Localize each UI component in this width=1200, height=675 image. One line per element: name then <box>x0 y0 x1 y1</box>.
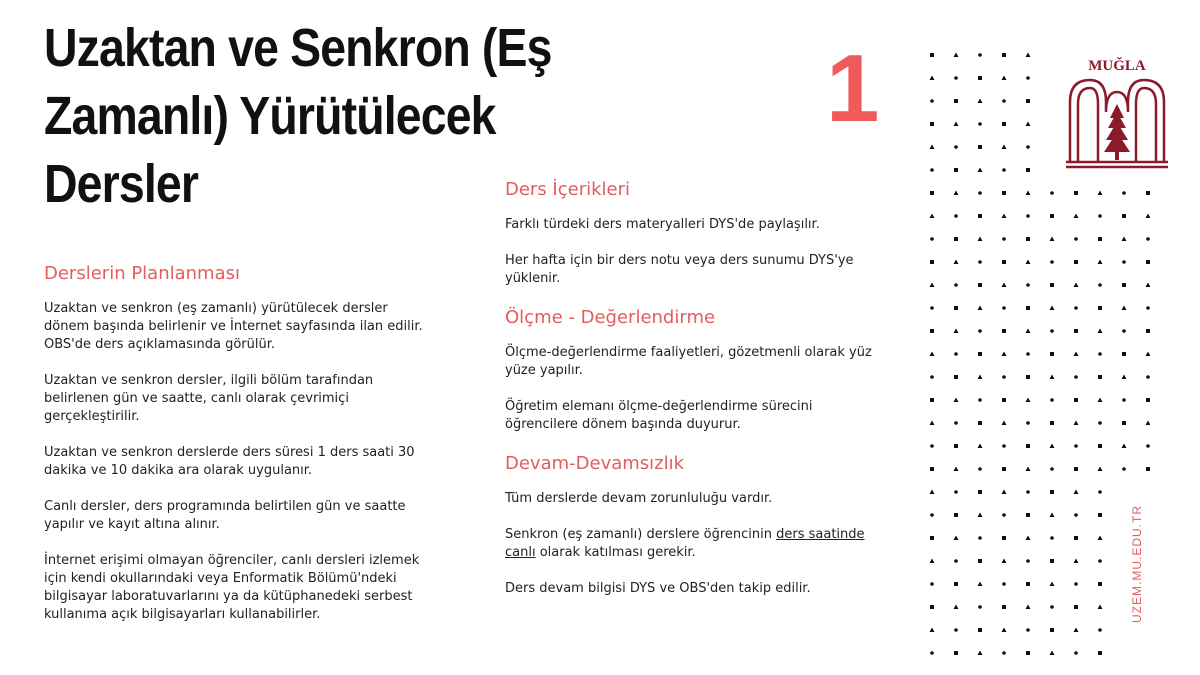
decorative-dot <box>1122 329 1126 333</box>
decorative-dot <box>1002 168 1006 172</box>
decorative-dot <box>978 651 983 656</box>
logo-tree-icon <box>1104 104 1130 160</box>
decorative-dot <box>978 53 982 57</box>
attendance-section <box>505 452 875 598</box>
decorative-dot <box>1002 99 1006 103</box>
decorative-dot <box>1074 306 1078 310</box>
planning-paragraph: Uzaktan ve senkron (eş zamanlı) yürütülecek dersler dönem başında belirlenir ve İnternet sayfasında ilan edilir. OBS'de ders açıklamasında görülür. <box>44 301 423 352</box>
decorative-dot <box>1098 490 1102 494</box>
decorative-dot <box>1098 214 1102 218</box>
decorative-dot <box>978 628 982 632</box>
decorative-dot <box>1098 191 1103 196</box>
decorative-dot <box>1074 536 1078 540</box>
decorative-dot <box>1050 605 1054 609</box>
decorative-dot <box>1050 214 1054 218</box>
decorative-dot <box>978 122 982 126</box>
decorative-dot <box>1026 582 1030 586</box>
decorative-dot <box>954 467 959 472</box>
decorative-dot <box>1146 398 1150 402</box>
decorative-dot <box>930 605 934 609</box>
decorative-dot <box>1002 237 1006 241</box>
decorative-dot <box>1122 421 1126 425</box>
decorative-dot <box>978 582 983 587</box>
decorative-dot <box>1026 237 1030 241</box>
decorative-dot <box>1002 536 1006 540</box>
decorative-dot <box>1002 398 1006 402</box>
decorative-dot <box>1026 421 1030 425</box>
decorative-dot <box>1074 651 1078 655</box>
decorative-dot <box>1026 628 1030 632</box>
decorative-dot <box>930 283 935 288</box>
decorative-dot <box>1026 513 1030 517</box>
decorative-dot <box>978 283 982 287</box>
decorative-dot <box>954 260 959 265</box>
decorative-dot <box>1002 467 1006 471</box>
decorative-dot <box>1002 559 1007 564</box>
decorative-dot <box>1146 421 1151 426</box>
decorative-dot <box>954 490 958 494</box>
decorative-dot <box>954 628 958 632</box>
decorative-dot <box>1098 605 1103 610</box>
decorative-dot <box>954 214 958 218</box>
attendance-underlined-text: ders saatinde canlı <box>505 527 865 560</box>
decorative-dot <box>1146 329 1150 333</box>
decorative-dot <box>1050 260 1054 264</box>
decorative-dot <box>978 490 982 494</box>
decorative-dot <box>1146 375 1150 379</box>
decorative-dot <box>1002 375 1006 379</box>
decorative-dot <box>1098 283 1102 287</box>
decorative-dot <box>978 191 982 195</box>
decorative-dot <box>1002 260 1006 264</box>
decorative-dot <box>1074 260 1078 264</box>
planning-paragraph: Uzaktan ve senkron dersler, ilgili bölüm tarafından belirlenen gün ve saatte, canlı olarak çevrimiçi gerçekleştirilir. <box>44 373 374 424</box>
decorative-dot <box>930 628 935 633</box>
decorative-dot <box>1026 398 1031 403</box>
decorative-dot <box>1002 145 1007 150</box>
decorative-dot <box>1026 352 1030 356</box>
decorative-dot <box>1026 605 1031 610</box>
decorative-dot <box>954 444 958 448</box>
decorative-dot <box>930 559 935 564</box>
decorative-dot <box>1050 306 1055 311</box>
decorative-dot <box>1074 214 1079 219</box>
decorative-dot <box>1098 352 1102 356</box>
decorative-dot <box>954 582 958 586</box>
decorative-dot <box>1122 306 1127 311</box>
decorative-dot <box>930 53 934 57</box>
decorative-dot <box>1026 651 1030 655</box>
decorative-dot <box>1026 99 1030 103</box>
planning-section <box>44 262 424 642</box>
decorative-dot <box>930 444 934 448</box>
page-title: Uzaktan ve Senkron (Eş Zamanlı) Yürütülecek Dersler <box>44 18 552 214</box>
decorative-dot <box>1002 329 1006 333</box>
decorative-dot <box>954 191 959 196</box>
decorative-dot <box>1050 398 1054 402</box>
decorative-dot <box>1122 352 1126 356</box>
decorative-dot <box>954 53 959 58</box>
decorative-dot <box>978 352 982 356</box>
assessment-heading: Ölçme - Değerlendirme <box>505 307 716 328</box>
decorative-dot <box>1074 628 1079 633</box>
decorative-dot <box>1026 329 1031 334</box>
decorative-dot <box>1122 375 1127 380</box>
decorative-dot <box>1098 513 1102 517</box>
decorative-dot <box>1146 260 1150 264</box>
decorative-dot <box>1050 352 1054 356</box>
decorative-dot <box>1098 421 1102 425</box>
decorative-dot <box>1074 191 1078 195</box>
decorative-dot <box>1074 559 1079 564</box>
decorative-dot <box>1122 444 1127 449</box>
decorative-dot <box>1098 260 1103 265</box>
planning-heading: Derslerin Planlanması <box>44 263 240 284</box>
decorative-dot <box>1098 628 1102 632</box>
decorative-dot <box>1050 191 1054 195</box>
decorative-dot <box>1074 329 1078 333</box>
decorative-dot <box>978 99 983 104</box>
contents-heading: Ders İçerikleri <box>505 179 631 200</box>
decorative-dot <box>978 421 982 425</box>
decorative-dot <box>1074 582 1078 586</box>
decorative-dot <box>954 421 958 425</box>
decorative-dot <box>954 99 958 103</box>
decorative-dot <box>1002 651 1006 655</box>
decorative-dot <box>1146 467 1150 471</box>
decorative-dot <box>1050 628 1054 632</box>
decorative-dot <box>1002 582 1006 586</box>
decorative-dot <box>1050 421 1054 425</box>
decorative-dot <box>1074 375 1078 379</box>
decorative-dot <box>954 651 958 655</box>
attendance-text: olarak katılması gerekir. <box>535 545 696 560</box>
decorative-dot <box>954 168 958 172</box>
decorative-dot <box>930 306 934 310</box>
decorative-dot <box>1074 352 1079 357</box>
decorative-dot <box>1026 559 1030 563</box>
decorative-dot <box>930 513 934 517</box>
decorative-dot <box>978 76 982 80</box>
decorative-dot <box>978 306 983 311</box>
decorative-dot <box>954 122 959 127</box>
attendance-text: Senkron (eş zamanlı) derslere öğrencinin <box>505 527 777 542</box>
decorative-dot <box>930 99 934 103</box>
decorative-dot <box>954 513 958 517</box>
decorative-dot <box>1050 559 1054 563</box>
decorative-dot <box>978 260 982 264</box>
decorative-dot <box>978 145 982 149</box>
decorative-dot <box>1002 352 1007 357</box>
decorative-dot <box>1026 444 1030 448</box>
decorative-dot <box>1002 214 1007 219</box>
decorative-dot <box>930 260 934 264</box>
decorative-dot <box>978 375 983 380</box>
decorative-dot <box>1026 168 1030 172</box>
decorative-dot <box>930 398 934 402</box>
decorative-dot <box>1002 53 1006 57</box>
decorative-dot <box>1002 513 1006 517</box>
logo-text: MUĞLA <box>1088 58 1146 74</box>
decorative-dot <box>1026 53 1031 58</box>
decorative-dot <box>1026 214 1030 218</box>
decorative-dot <box>1050 237 1055 242</box>
decorative-dot <box>954 306 958 310</box>
decorative-dot <box>1098 582 1102 586</box>
decorative-dot <box>930 490 935 495</box>
decorative-dot <box>930 375 934 379</box>
decorative-dot <box>930 352 935 357</box>
decorative-dot <box>1146 191 1150 195</box>
decorative-dot <box>1098 329 1103 334</box>
decorative-dot <box>1050 283 1054 287</box>
decorative-dot <box>1098 237 1102 241</box>
decorative-dot <box>1002 628 1007 633</box>
decorative-dot <box>1050 375 1055 380</box>
decorative-dot <box>1002 605 1006 609</box>
decorative-dot <box>1050 513 1055 518</box>
decorative-dot <box>930 582 934 586</box>
decorative-dot <box>954 398 959 403</box>
decorative-dot <box>1122 214 1126 218</box>
decorative-dot <box>954 536 959 541</box>
decorative-dot <box>930 536 934 540</box>
decorative-dot <box>930 168 934 172</box>
decorative-dot <box>930 76 935 81</box>
decorative-dot <box>1098 559 1102 563</box>
decorative-dot <box>930 145 935 150</box>
decorative-dot <box>954 145 958 149</box>
decorative-dot <box>1098 651 1102 655</box>
decorative-dot <box>1146 352 1151 357</box>
decorative-dot <box>978 237 983 242</box>
decorative-dot <box>1002 122 1006 126</box>
decorative-dot <box>1002 444 1006 448</box>
decorative-dot <box>1002 421 1007 426</box>
decorative-dot <box>1002 306 1006 310</box>
decorative-dot <box>1074 237 1078 241</box>
assessment-paragraph: Öğretim elemanı ölçme-değerlendirme sürecini öğrencilere dönem başında duyurur. <box>505 399 813 432</box>
decorative-dot <box>1122 283 1126 287</box>
website-url: UZEM.MU.EDU.TR <box>1130 505 1144 623</box>
decorative-dot <box>1026 122 1031 127</box>
decorative-dot <box>1050 444 1055 449</box>
decorative-dot <box>930 329 934 333</box>
decorative-dot <box>1026 490 1030 494</box>
decorative-dot <box>1074 444 1078 448</box>
decorative-dot <box>1098 536 1103 541</box>
decorative-dot <box>1026 306 1030 310</box>
decorative-dot <box>978 398 982 402</box>
decorative-dot <box>1146 444 1150 448</box>
decorative-dot <box>1098 375 1102 379</box>
slide-number: 1 <box>826 35 880 142</box>
decorative-dot <box>1026 260 1031 265</box>
decorative-dot <box>1002 283 1007 288</box>
decorative-dot <box>978 329 982 333</box>
decorative-dot <box>1050 651 1055 656</box>
right-column <box>505 178 875 616</box>
decorative-dot <box>954 329 959 334</box>
decorative-dot <box>1146 306 1150 310</box>
decorative-dot <box>1050 329 1054 333</box>
decorative-dot <box>1146 237 1150 241</box>
decorative-dot <box>1074 467 1078 471</box>
contents-paragraph: Farklı türdeki ders materyalleri DYS'de paylaşılır. <box>505 217 820 232</box>
decorative-dot <box>1026 145 1030 149</box>
decorative-dot <box>978 513 983 518</box>
decorative-dot <box>930 237 934 241</box>
decorative-dot <box>1074 421 1079 426</box>
decorative-dot <box>1026 536 1031 541</box>
decorative-dot <box>1098 306 1102 310</box>
decorative-dot <box>954 283 958 287</box>
attendance-paragraph <box>505 526 875 562</box>
decorative-dot <box>1122 467 1126 471</box>
attendance-paragraph: Tüm derslerde devam zorunluluğu vardır. <box>505 491 773 506</box>
decorative-dot <box>1122 398 1126 402</box>
attendance-paragraph: Ders devam bilgisi DYS ve OBS'den takip edilir. <box>505 581 811 596</box>
decorative-dot <box>1050 536 1054 540</box>
decorative-dot <box>1026 375 1030 379</box>
decorative-dot <box>978 467 982 471</box>
contents-paragraph: Her hafta için bir ders notu veya ders sunumu DYS'ye yüklenir. <box>505 253 854 286</box>
decorative-dot <box>954 76 958 80</box>
decorative-dot <box>1146 283 1151 288</box>
decorative-dot <box>1146 214 1151 219</box>
decorative-dot <box>1026 467 1031 472</box>
decorative-dot <box>1074 283 1079 288</box>
decorative-dot <box>930 122 934 126</box>
decorative-dot <box>1050 490 1054 494</box>
decorative-dot <box>1050 582 1055 587</box>
decorative-dot <box>1074 490 1079 495</box>
planning-paragraph: Uzaktan ve senkron derslerde ders süresi 1 ders saati 30 dakika ve 10 dakika ara olarak uygulanır. <box>44 445 415 478</box>
decorative-dot <box>954 375 958 379</box>
decorative-dot <box>978 214 982 218</box>
decorative-dot <box>978 444 983 449</box>
decorative-dot <box>930 651 934 655</box>
contents-section <box>505 178 875 288</box>
decorative-dot <box>1002 191 1006 195</box>
decorative-dot <box>1074 605 1078 609</box>
decorative-dot <box>1026 283 1030 287</box>
decorative-dot <box>1098 467 1103 472</box>
assessment-paragraph: Ölçme-değerlendirme faaliyetleri, gözetmenli olarak yüz yüze yapılır. <box>505 345 872 378</box>
decorative-dot <box>1074 398 1078 402</box>
decorative-dot <box>954 237 958 241</box>
decorative-dot <box>954 559 958 563</box>
decorative-dot <box>978 559 982 563</box>
decorative-dot <box>978 605 982 609</box>
decorative-dot <box>1026 76 1030 80</box>
decorative-dot <box>930 421 935 426</box>
decorative-dot <box>954 352 958 356</box>
planning-paragraph: İnternet erişimi olmayan öğrenciler, canlı dersleri izlemek için kendi okullarındaki veya Enformatik Bölümü'ndeki bilgisayar laboratuvarlarını ya da kütüphanedeki serbest kullanıma açık bilgisayarları kullanabilirler. <box>44 553 420 622</box>
decorative-dot <box>1026 191 1031 196</box>
decorative-dot <box>1098 444 1102 448</box>
decorative-dot <box>930 191 934 195</box>
planning-paragraph: Canlı dersler, ders programında belirtilen gün ve saatte yapılır ve kayıt altına alınır. <box>44 499 406 532</box>
decorative-dot <box>978 536 982 540</box>
assessment-section <box>505 306 875 434</box>
decorative-dot <box>1122 260 1126 264</box>
decorative-dot <box>978 168 983 173</box>
decorative-dot <box>954 605 959 610</box>
decorative-dot <box>1122 237 1127 242</box>
decorative-dot <box>1002 76 1007 81</box>
decorative-dot <box>1074 513 1078 517</box>
decorative-dot <box>930 214 935 219</box>
decorative-dot <box>1098 398 1103 403</box>
attendance-heading: Devam-Devamsızlık <box>505 453 685 474</box>
decorative-dot <box>1122 191 1126 195</box>
decorative-dot <box>1002 490 1007 495</box>
decorative-dot <box>930 467 934 471</box>
university-logo <box>1062 52 1172 172</box>
decorative-dot <box>1050 467 1054 471</box>
